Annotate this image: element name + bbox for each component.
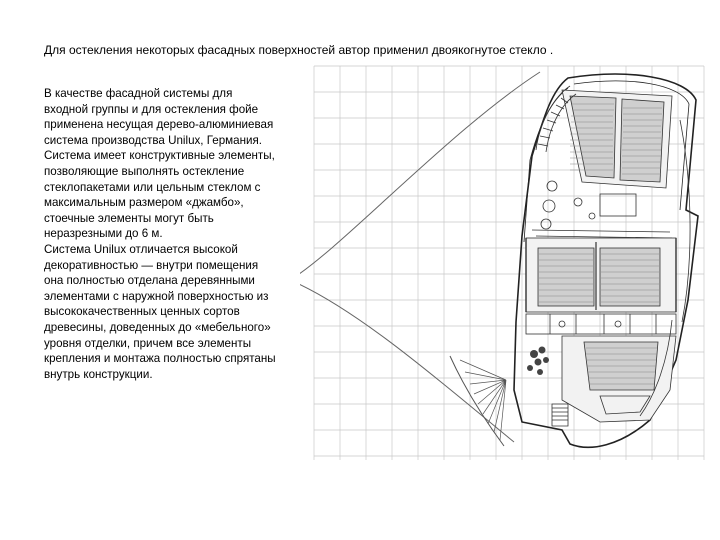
service-band xyxy=(526,314,676,334)
radial-stairs xyxy=(450,356,506,446)
lower-stair xyxy=(552,404,568,426)
middle-hall xyxy=(526,238,676,312)
slide-heading: Для остекления некоторых фасадных поверхностей автор применил двоякогнутое стекло . xyxy=(44,43,554,57)
trees xyxy=(527,347,549,376)
description-text xyxy=(44,86,276,382)
paragraph-facade-system: В качестве фасадной системы для входной группы и для остекления фойе применена несущая дерево-алюминиевая система производства Unilux, Германия. xyxy=(44,87,274,147)
upper-hall xyxy=(562,90,672,188)
floor-plan-drawing xyxy=(300,60,712,460)
paragraph-structural-elements: Система имеет конструктивные элементы, позволяющие выполнять остекление стеклопакетами или цельным стеклом с максимальным размером «джамбо», стоечные элементы могут быть неразрезными до 6 м. xyxy=(44,149,275,241)
foyer xyxy=(532,181,672,238)
canopy-outline xyxy=(300,72,540,442)
paragraph-decorative: Система Unilux отличается высокой декоративностью — внутри помещения она полностью отделана деревянными элементами с наружной поверхностью из высококачественных ценных сортов древесины, доведенных до «мебельного» уровня отделки, причем все элементы крепления и монтажа полностью спрятаны внутрь конструкции. xyxy=(44,242,276,381)
